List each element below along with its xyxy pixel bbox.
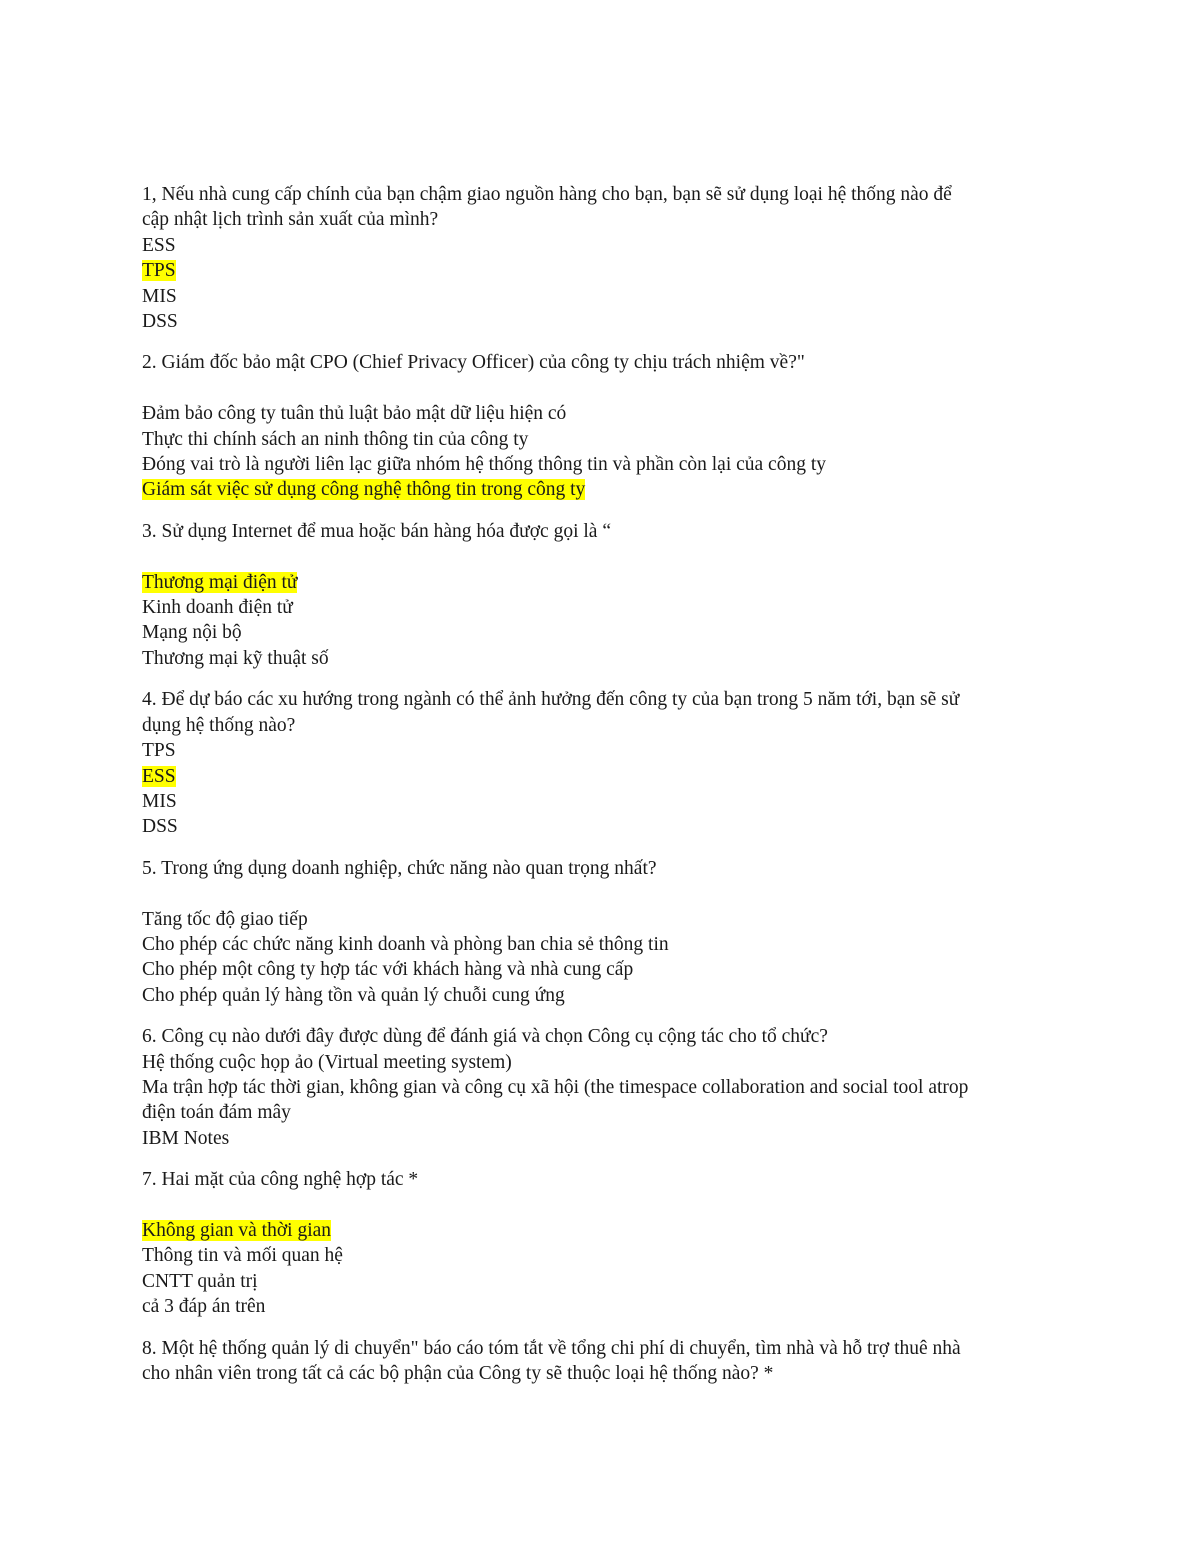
answer-option	[142, 401, 1062, 426]
answer-option	[142, 620, 1062, 645]
answer-option	[142, 1269, 1062, 1294]
question-text: cho nhân viên trong tất cả các bộ phận của Công ty sẽ thuộc loại hệ thống nào? *	[142, 1363, 774, 1384]
answer-option-highlighted: TPS	[142, 260, 176, 282]
answer-option	[142, 932, 1062, 957]
quiz-content	[142, 182, 1062, 1402]
answer-option-text: Kinh doanh điện tử	[142, 597, 293, 619]
answer-option	[142, 789, 1062, 814]
question-block-4	[142, 687, 1062, 839]
blank-line	[142, 376, 1062, 401]
answer-option	[142, 764, 1062, 789]
question-text: 8. Một hệ thống quản lý di chuyển" báo cáo tóm tắt về tổng chi phí di chuyển, tìm nhà và hỗ trợ thuê nhà	[142, 1337, 961, 1359]
answer-option-highlighted: Thương mại điện tử	[142, 571, 298, 593]
answer-option-text: Thông tin và mối quan hệ	[142, 1245, 343, 1267]
answer-option-text: Thương mại kỹ thuật số	[142, 647, 329, 669]
question-text: 6. Công cụ nào dưới đây được dùng để đánh giá và chọn Công cụ cộng tác cho tổ chức?	[142, 1026, 828, 1048]
question-text: 5. Trong ứng dụng doanh nghiệp, chức năng nào quan trọng nhất?	[142, 857, 657, 879]
answer-option	[142, 309, 1062, 334]
question-text: dụng hệ thống nào?	[142, 714, 296, 736]
question-text: 7. Hai mặt của công nghệ hợp tác *	[142, 1169, 419, 1191]
answer-option	[142, 646, 1062, 671]
answer-option	[142, 233, 1062, 258]
answer-option-text: MIS	[142, 285, 177, 307]
answer-option	[142, 258, 1062, 283]
answer-option-text: Đảm bảo công ty tuân thủ luật bảo mật dữ liệu hiện có	[142, 403, 567, 425]
answer-option	[142, 907, 1062, 932]
answer-option	[142, 1100, 1062, 1125]
answer-option-text: Cho phép quản lý hàng tồn và quản lý chuỗi cung ứng	[142, 984, 565, 1006]
answer-option	[142, 1218, 1062, 1243]
answer-option-text: IBM Notes	[142, 1127, 230, 1149]
answer-option	[142, 738, 1062, 763]
answer-option-text: DSS	[142, 311, 178, 333]
blank-line	[142, 544, 1062, 569]
question-text: cập nhật lịch trình sản xuất của mình?	[142, 209, 439, 231]
answer-option-text: Tăng tốc độ giao tiếp	[142, 908, 308, 930]
answer-option	[142, 1050, 1062, 1075]
question-block-6	[142, 1024, 1062, 1151]
answer-option	[142, 814, 1062, 839]
answer-option-highlighted: ESS	[142, 765, 176, 787]
answer-option-text: TPS	[142, 740, 176, 762]
answer-option-text: Thực thi chính sách an ninh thông tin của công ty	[142, 428, 529, 450]
question-block-3	[142, 519, 1062, 671]
answer-option	[142, 983, 1062, 1008]
answer-option-text: MIS	[142, 790, 177, 812]
answer-option-text: Đóng vai trò là người liên lạc giữa nhóm hệ thống thông tin và phần còn lại của công ty	[142, 454, 827, 476]
answer-option	[142, 1126, 1062, 1151]
blank-line	[142, 1193, 1062, 1218]
answer-option-text: DSS	[142, 816, 178, 838]
answer-option-text: cả 3 đáp án trên	[142, 1296, 266, 1318]
answer-option-text: điện toán đám mây	[142, 1102, 291, 1124]
answer-option	[142, 477, 1062, 502]
answer-option	[142, 957, 1062, 982]
answer-option	[142, 427, 1062, 452]
answer-option-text: CNTT quản trị	[142, 1270, 258, 1292]
question-block-5	[142, 856, 1062, 1008]
question-block-7	[142, 1167, 1062, 1319]
answer-option	[142, 452, 1062, 477]
answer-option-highlighted: Giám sát việc sử dụng công nghệ thông tin trong công ty	[142, 479, 586, 501]
answer-option-text: Mạng nội bộ	[142, 622, 242, 644]
question-text: 4. Để dự báo các xu hướng trong ngành có thể ảnh hưởng đến công ty của bạn trong 5 năm tới, bạn sẽ sử	[142, 689, 960, 711]
answer-option	[142, 570, 1062, 595]
answer-option-text: Ma trận hợp tác thời gian, không gian và công cụ xã hội (the timespace collaboration and social tool atrop	[142, 1076, 969, 1098]
question-text: 2. Giám đốc bảo mật CPO (Chief Privacy Officer) của công ty chịu trách nhiệm về?"	[142, 352, 805, 374]
answer-option	[142, 1075, 1062, 1100]
answer-option	[142, 595, 1062, 620]
answer-option-text: Cho phép một công ty hợp tác với khách hàng và nhà cung cấp	[142, 959, 634, 981]
answer-option	[142, 1294, 1062, 1319]
answer-option-highlighted: Không gian và thời gian	[142, 1219, 332, 1241]
answer-option-text: Hệ thống cuộc họp ảo (Virtual meeting system)	[142, 1051, 512, 1073]
answer-option-text: Cho phép các chức năng kinh doanh và phòng ban chia sẻ thông tin	[142, 933, 669, 955]
question-text: 3. Sử dụng Internet để mua hoặc bán hàng hóa được gọi là “	[142, 520, 611, 542]
answer-option	[142, 1243, 1062, 1268]
blank-line	[142, 881, 1062, 906]
question-block-1	[142, 182, 1062, 334]
question-block-8	[142, 1336, 1062, 1387]
answer-option-text: ESS	[142, 234, 176, 256]
answer-option	[142, 284, 1062, 309]
question-block-2	[142, 350, 1062, 502]
question-text: 1, Nếu nhà cung cấp chính của bạn chậm giao nguồn hàng cho bạn, bạn sẽ sử dụng loại hệ thống nào để	[142, 184, 952, 205]
